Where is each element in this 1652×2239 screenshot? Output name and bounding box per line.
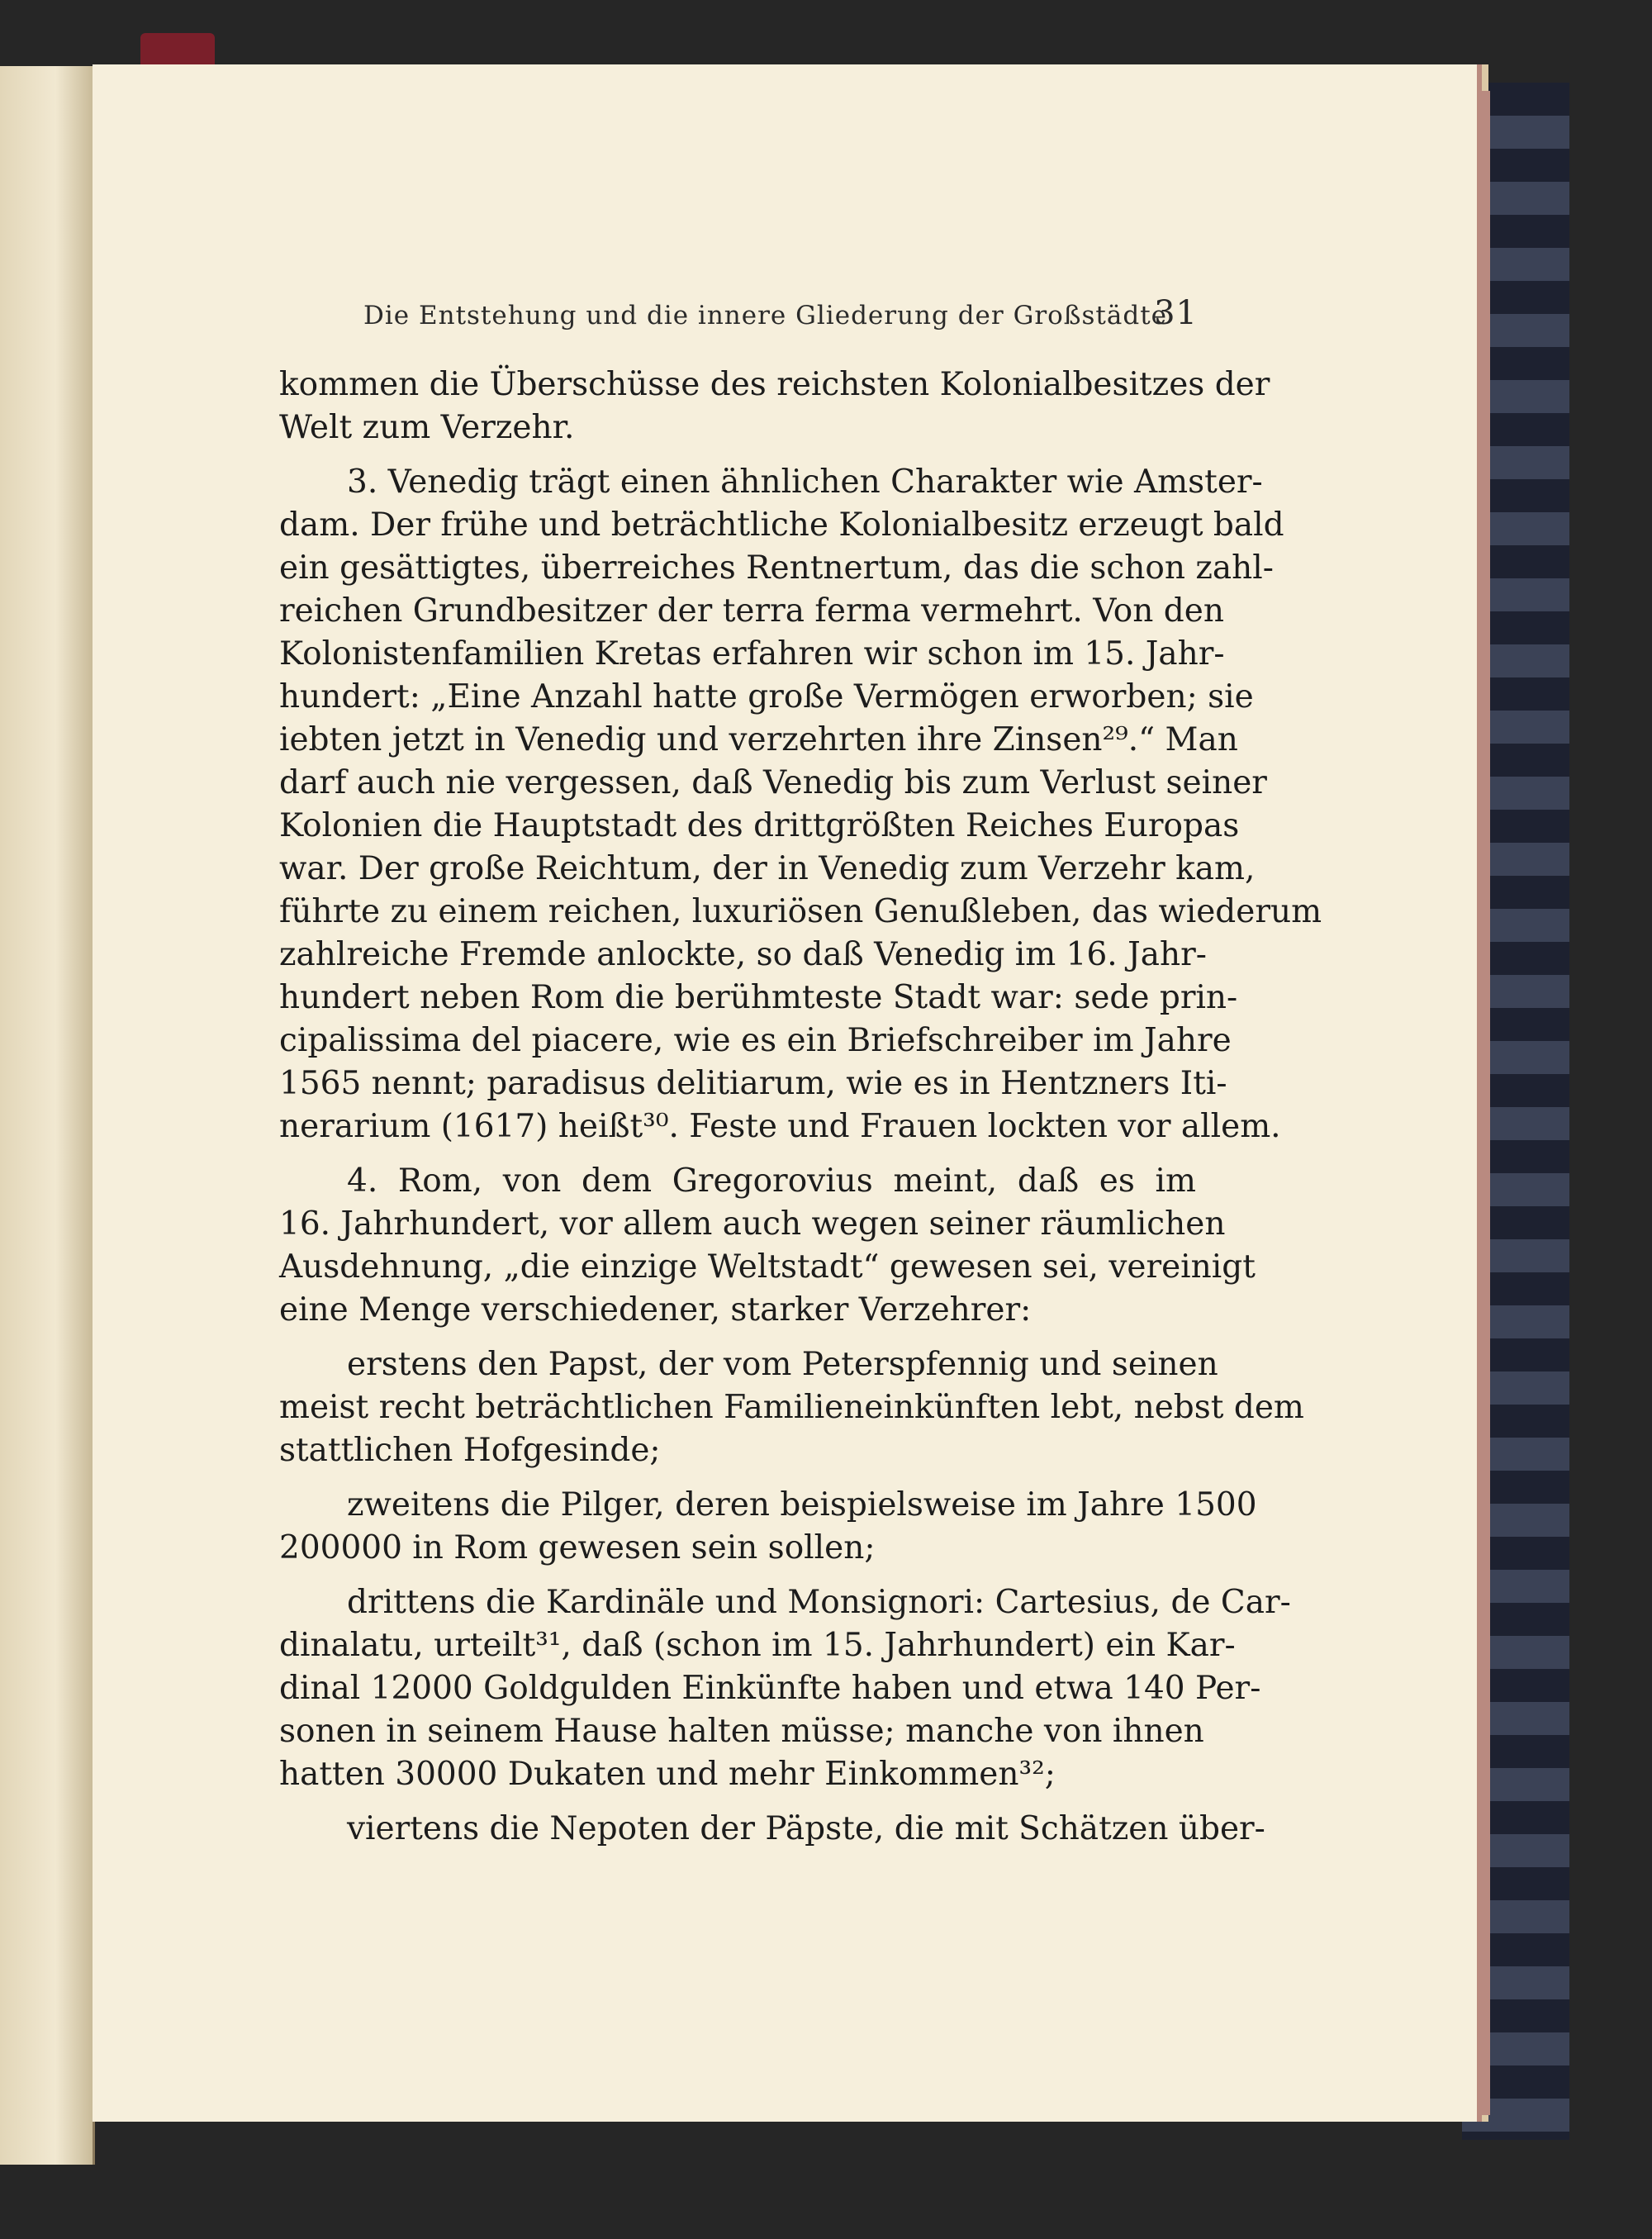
paragraph	[279, 1343, 1304, 1472]
text-line: zweitens die Pilger, deren beispielsweise im Jahre 1500	[347, 1486, 1257, 1524]
paragraph	[279, 1484, 1257, 1570]
text-line: sonen in seinem Hause halten müsse; manche von ihnen	[279, 1713, 1204, 1750]
paragraph	[279, 364, 1270, 449]
text-line: hatten 30000 Dukaten und mehr Einkommen³²;	[279, 1756, 1056, 1793]
text-line: viertens die Nepoten der Päpste, die mit Schätzen über-	[347, 1810, 1265, 1847]
text-line: zahlreiche Fremde anlockte, so daß Venedig im 16. Jahr-	[279, 936, 1207, 973]
text-line: hundert neben Rom die berühmteste Stadt war: sede prin-	[279, 979, 1238, 1016]
page-number: 31	[1154, 294, 1198, 332]
text-line: 16. Jahrhundert, vor allem auch wegen seiner räumlichen	[279, 1205, 1226, 1243]
text-line: nerarium (1617) heißt³⁰. Feste und Frauen lockten vor allem.	[279, 1108, 1281, 1145]
text-line: dinalatu, urteilt³¹, daß (schon im 15. Jahrhundert) ein Kar-	[279, 1627, 1236, 1664]
paragraph	[279, 1160, 1256, 1332]
text-line: eine Menge verschiedener, starker Verzehrer:	[279, 1291, 1032, 1329]
text-line: dinal 12000 Goldgulden Einkünfte haben und etwa 140 Per-	[279, 1670, 1261, 1707]
running-header	[363, 294, 1198, 344]
paragraph	[279, 461, 1322, 1148]
text-line: drittens die Kardinäle und Monsignori: Cartesius, de Car-	[347, 1584, 1291, 1621]
text-line: 200000 in Rom gewesen sein sollen;	[279, 1529, 876, 1566]
text-line: führte zu einem reichen, luxuriösen Genußleben, das wiederum	[279, 893, 1322, 930]
text-line: reichen Grundbesitzer der terra ferma vermehrt. Von den	[279, 592, 1224, 630]
paragraph	[279, 1581, 1291, 1796]
text-line: cipalissima del piacere, wie es ein Briefschreiber im Jahre	[279, 1022, 1232, 1059]
text-line: war. Der große Reichtum, der in Venedig zum Verzehr kam,	[279, 850, 1256, 887]
text-line: Welt zum Verzehr.	[279, 409, 575, 446]
text-line: Kolonistenfamilien Kretas erfahren wir schon im 15. Jahr-	[279, 635, 1225, 673]
page-edge	[1479, 91, 1490, 2115]
text-line: darf auch nie vergessen, daß Venedig bis zum Verlust seiner	[279, 764, 1267, 801]
text-line: 3. Venedig trägt einen ähnlichen Charakter wie Amster-	[347, 463, 1263, 501]
text-line: 1565 nennt; paradisus delitiarum, wie es in Hentzners Iti-	[279, 1065, 1227, 1102]
text-line: ein gesättigtes, überreiches Rentnertum, das die schon zahl-	[279, 549, 1274, 587]
text-line: iebten jetzt in Venedig und verzehrten ihre Zinsen²⁹.“ Man	[279, 721, 1238, 758]
text-line: 4. Rom, von dem Gregorovius meint, daß es im	[347, 1162, 1196, 1200]
text-line: kommen die Überschüsse des reichsten Kolonialbesitzes der	[279, 366, 1270, 403]
body-text	[279, 364, 1322, 1851]
text-line: Kolonien die Hauptstadt des drittgrößten Reiches Europas	[279, 807, 1240, 844]
running-title: Die Entstehung und die innere Gliederung der Großstädte	[363, 301, 1168, 330]
text-line: hundert: „Eine Anzahl hatte große Vermögen erworben; sie	[279, 678, 1254, 715]
text-line: meist recht beträchtlichen Familieneinkünften lebt, nebst dem	[279, 1389, 1304, 1426]
text-line: dam. Der frühe und beträchtliche Kolonialbesitz erzeugt bald	[279, 506, 1284, 544]
left-page-edge	[0, 66, 95, 2165]
text-line: stattlichen Hofgesinde;	[279, 1432, 661, 1469]
paragraph	[279, 1808, 1265, 1851]
text-line: Ausdehnung, „die einzige Weltstadt“ gewesen sei, vereinigt	[279, 1248, 1256, 1286]
text-line: erstens den Papst, der vom Peterspfennig und seinen	[347, 1346, 1218, 1383]
